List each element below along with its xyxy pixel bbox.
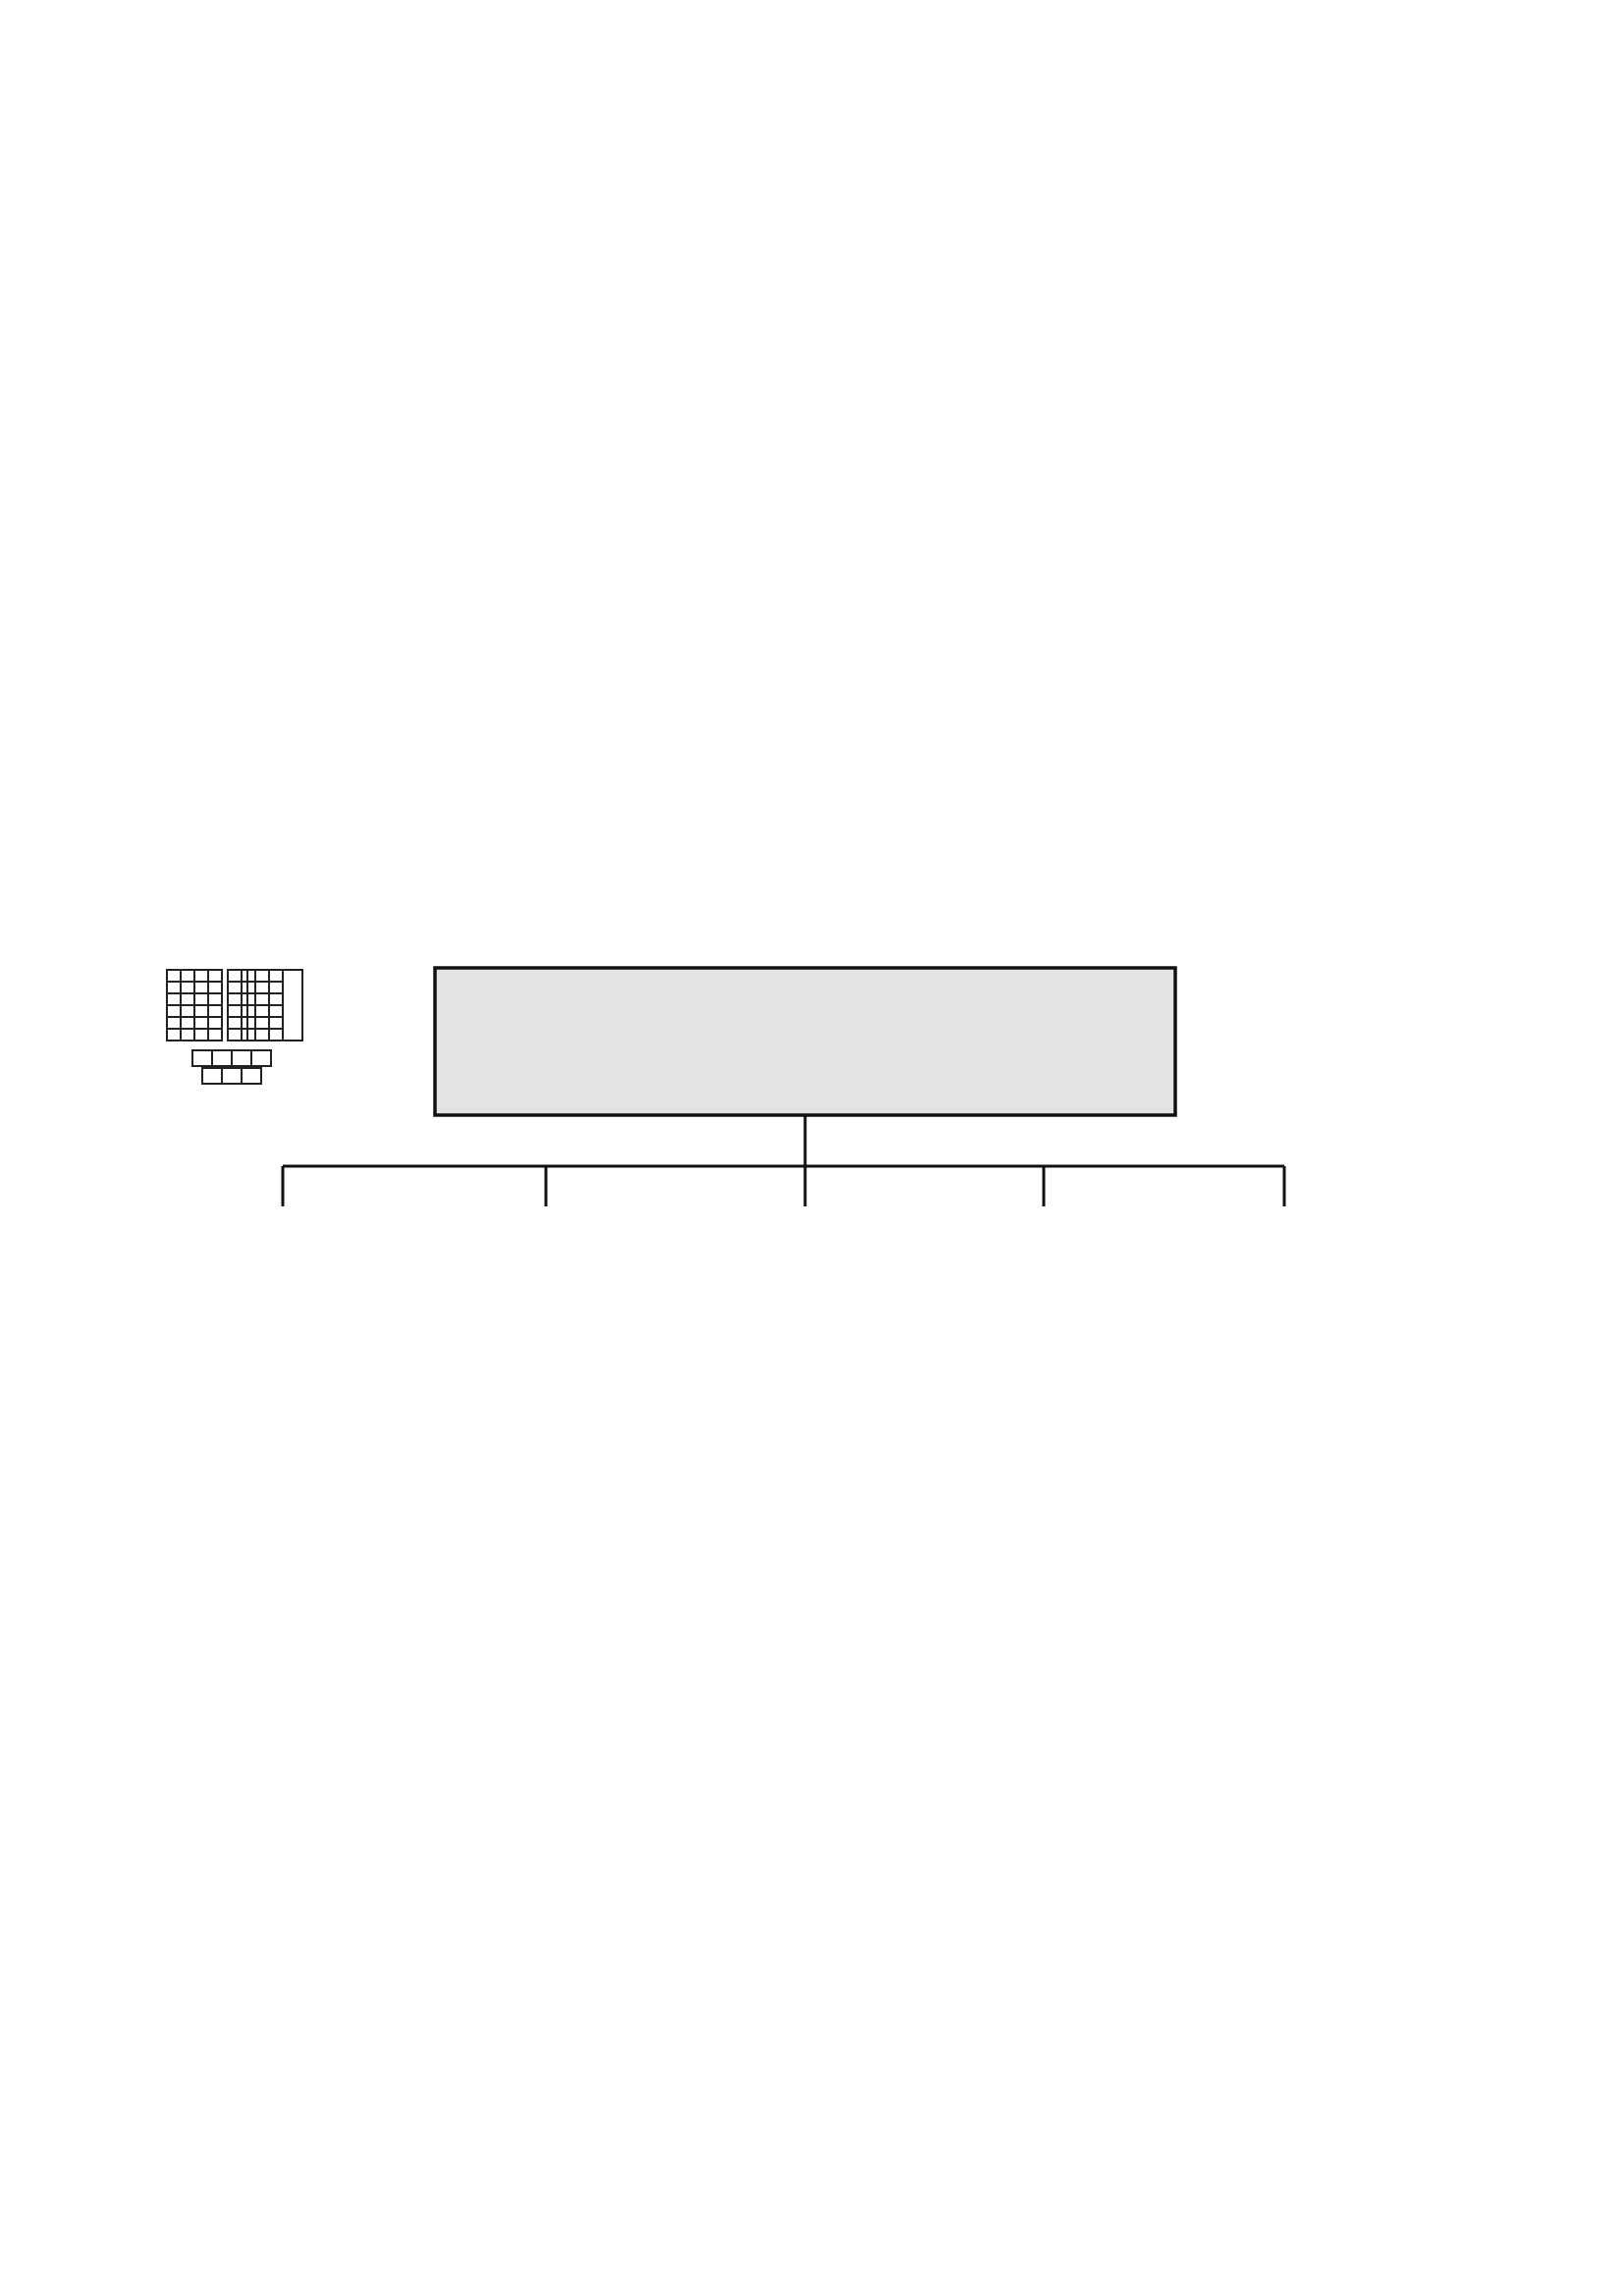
root-process-box (435, 968, 1175, 1115)
connector-lines (283, 1115, 1284, 1206)
process-pictogram-icon (167, 970, 302, 1084)
